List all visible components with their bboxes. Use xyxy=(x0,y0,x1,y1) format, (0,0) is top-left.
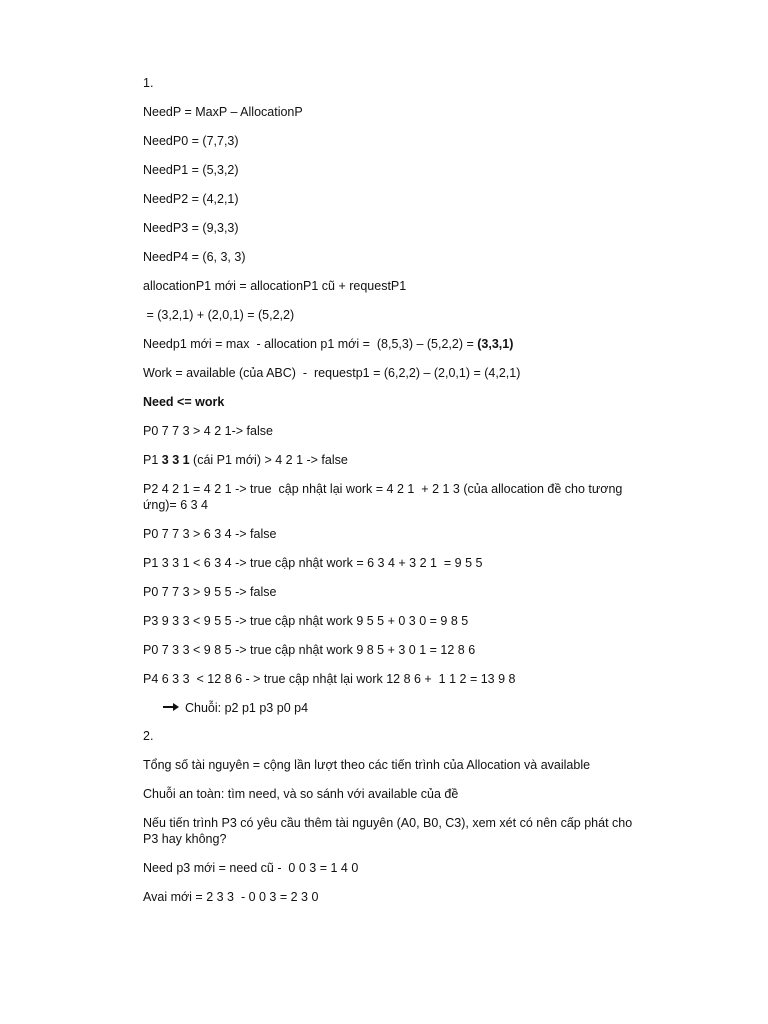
bold-text: Need <= work xyxy=(143,395,225,409)
text-line: Chuỗi an toàn: tìm need, và so sánh với available của đề xyxy=(143,787,459,801)
bold-heading xyxy=(143,394,643,410)
text-line: Nếu tiến trình P3 có yêu cầu thêm tài nguyên (A0, B0, C3), xem xét có nên cấp phát cho P3 hay không? xyxy=(143,816,636,846)
text-line: P0 7 7 3 > 9 5 5 -> false xyxy=(143,585,277,599)
text-line: P4 6 3 3 < 12 8 6 - > true cập nhật lại work 12 8 6 + 1 1 2 = 13 9 8 xyxy=(143,672,516,686)
bold-result: (3,3,1) xyxy=(477,337,514,351)
text-line: NeedP = MaxP – AllocationP xyxy=(143,105,303,119)
text-line: P2 4 2 1 = 4 2 1 -> true cập nhật lại work = 4 2 1 + 2 1 3 (của allocation đề cho tương ứng)= 6 3 4 xyxy=(143,482,626,512)
section-number-1: 1. xyxy=(143,76,154,90)
text-line: NeedP2 = (4,2,1) xyxy=(143,192,239,206)
text-line: P0 7 3 3 < 9 8 5 -> true cập nhật work 9 8 5 + 3 0 1 = 12 8 6 xyxy=(143,643,476,657)
text-line xyxy=(143,336,643,352)
text-line: Tổng số tài nguyên = cộng lần lượt theo các tiến trình của Allocation và available xyxy=(143,758,591,772)
text-line: P0 7 7 3 > 4 2 1-> false xyxy=(143,424,273,438)
bullet-line xyxy=(143,700,643,716)
text-line: P0 7 7 3 > 6 3 4 -> false xyxy=(143,527,277,541)
text-line: P1 3 3 1 < 6 3 4 -> true cập nhật work = 6 3 4 + 3 2 1 = 9 5 5 xyxy=(143,556,483,570)
text-line: P3 9 3 3 < 9 5 5 -> true cập nhật work 9 5 5 + 0 3 0 = 9 8 5 xyxy=(143,614,469,628)
text-line: NeedP1 = (5,3,2) xyxy=(143,163,239,177)
text-line: = (3,2,1) + (2,0,1) = (5,2,2) xyxy=(143,308,295,322)
text-line: Need p3 mới = need cũ - 0 0 3 = 1 4 0 xyxy=(143,861,359,875)
section-number-2: 2. xyxy=(143,729,154,743)
text-line: allocationP1 mới = allocationP1 cũ + requestP1 xyxy=(143,279,407,293)
text-line: Avai mới = 2 3 3 - 0 0 3 = 2 3 0 xyxy=(143,890,319,904)
text-line xyxy=(143,452,643,468)
document-body xyxy=(143,75,643,905)
bold-values: 3 3 1 xyxy=(161,453,190,467)
text-line: NeedP3 = (9,3,3) xyxy=(143,221,239,235)
text-line: NeedP0 = (7,7,3) xyxy=(143,134,239,148)
text-line: Work = available (của ABC) - requestp1 = (6,2,2) – (2,0,1) = (4,2,1) xyxy=(143,366,521,380)
sequence-text: Chuỗi: p2 p1 p3 p0 p4 xyxy=(185,701,309,715)
right-arrow-icon xyxy=(163,700,185,716)
text-span: Needp1 mới = max - allocation p1 mới = (8,5,3) – (5,2,2) = xyxy=(143,337,478,351)
text-line: NeedP4 = (6, 3, 3) xyxy=(143,250,246,264)
text-span: P1 xyxy=(143,453,162,467)
text-span: (cái P1 mới) > 4 2 1 -> false xyxy=(189,453,348,467)
